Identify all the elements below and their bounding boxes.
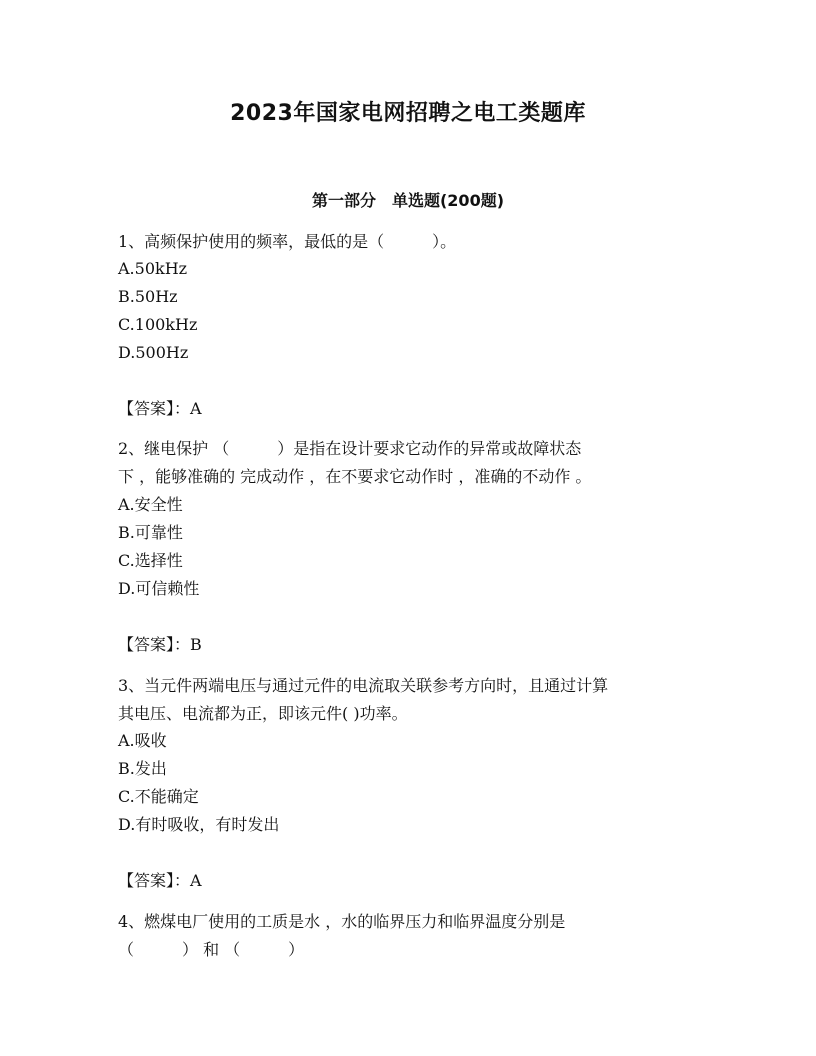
question-stem-continued: （ ） 和 （ ） — [118, 940, 305, 959]
option-c: C.选择性 — [118, 551, 183, 570]
question-stem-continued: 其电压、电流都为正，即该元件( )功率。 — [118, 704, 408, 723]
option-a: A.安全性 — [118, 495, 183, 514]
option-d: D.可信赖性 — [118, 579, 200, 598]
option-b: B.50Hz — [118, 287, 178, 306]
question-stem: 4、燃煤电厂使用的工质是水 ，水的临界压力和临界温度分别是 — [118, 912, 566, 931]
question-stem: 2、继电保护 （ ）是指在设计要求它动作的异常或故障状态 — [118, 439, 582, 458]
option-d: D.500Hz — [118, 343, 189, 362]
answer: 【答案】：B — [118, 635, 202, 654]
question-stem: 3、当元件两端电压与通过元件的电流取关联参考方向时，且通过计算 — [118, 676, 609, 695]
document-title: 2023年国家电网招聘之电工类题库 — [230, 101, 586, 126]
option-c: C.100kHz — [118, 315, 198, 334]
option-a: A.50kHz — [118, 259, 188, 278]
option-d: D.有时吸收，有时发出 — [118, 815, 280, 834]
section-heading: 第一部分 单选题(200题) — [311, 191, 505, 210]
answer: 【答案】：A — [118, 399, 202, 418]
answer: 【答案】：A — [118, 871, 202, 890]
question-stem-continued: 下 ，能够准确的 完成动作 ，在不要求它动作时 ，准确的不动作 。 — [118, 467, 592, 486]
option-b: B.可靠性 — [118, 523, 183, 542]
option-c: C.不能确定 — [118, 787, 199, 806]
option-a: A.吸收 — [118, 731, 167, 750]
question-stem: 1、高频保护使用的频率，最低的是（ ）。 — [118, 232, 457, 251]
option-b: B.发出 — [118, 759, 167, 778]
